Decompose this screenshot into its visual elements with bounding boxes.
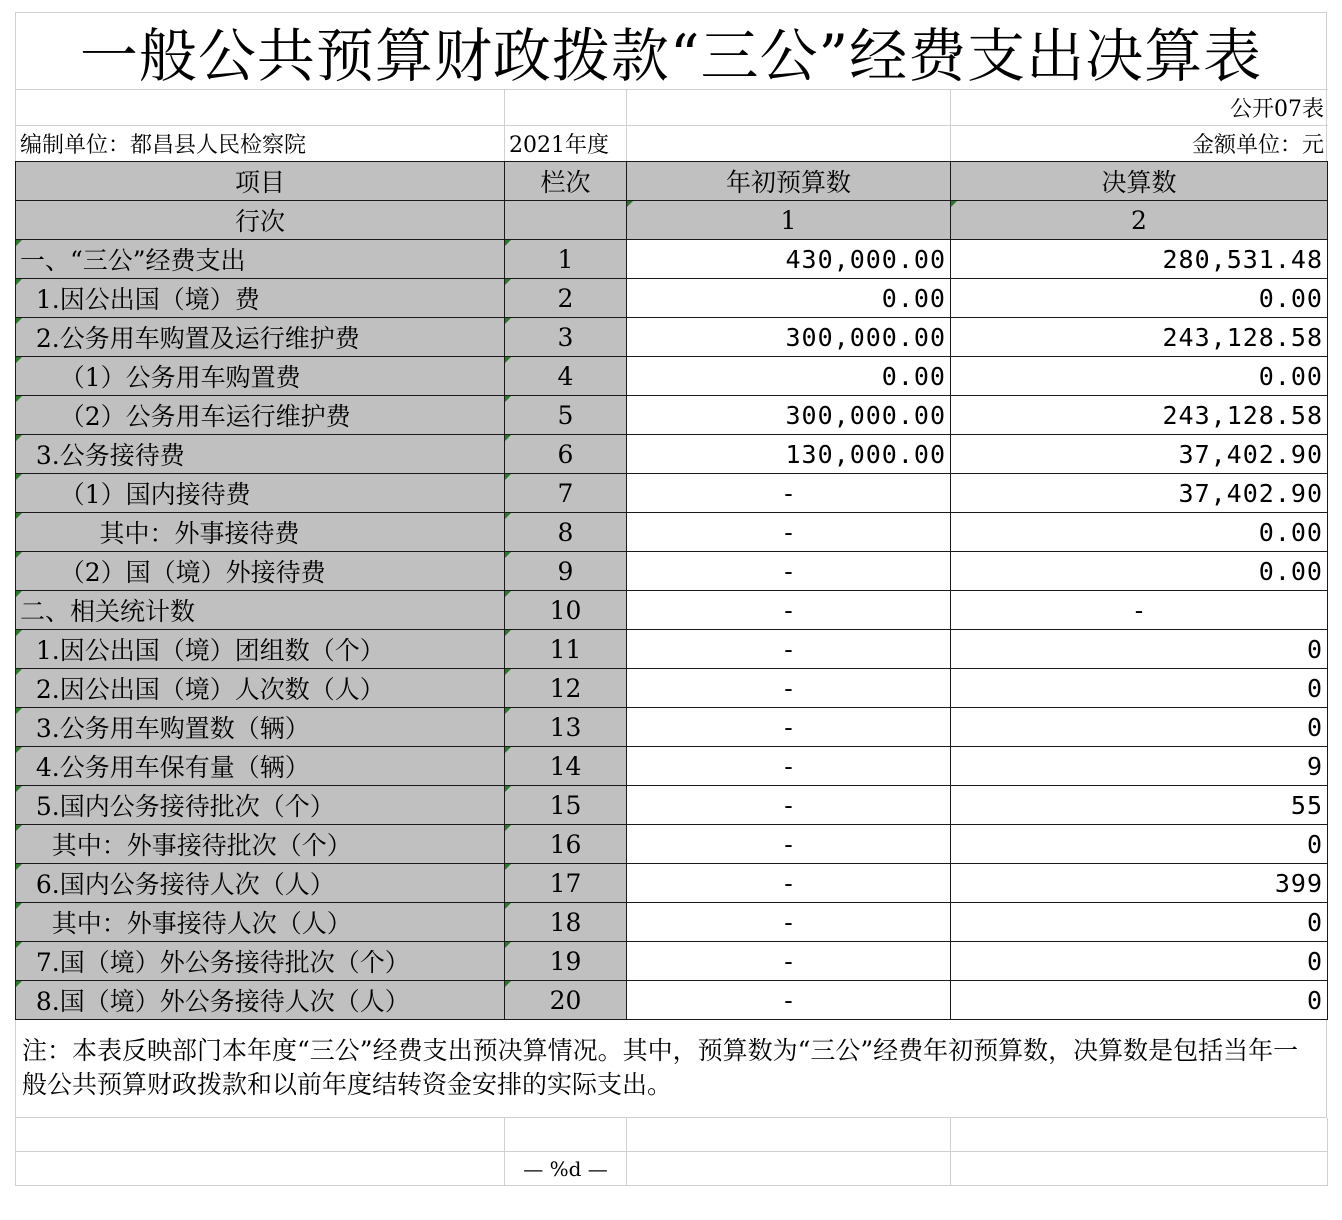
row-budget: -: [627, 864, 951, 903]
row-item: 2.公务用车购置及运行维护费: [16, 318, 505, 357]
row-final: 0: [951, 669, 1328, 708]
table-row: [16, 786, 1328, 825]
table-row: [16, 591, 1328, 630]
row-item: 5.国内公务接待批次（个）: [16, 786, 505, 825]
row-final: 399: [951, 864, 1328, 903]
table-row: [16, 318, 1328, 357]
page-title: 一般公共预算财政拨款“三公”经费支出决算表: [15, 12, 1327, 89]
row-number: 2: [505, 279, 627, 318]
row-number: 10: [505, 591, 627, 630]
table-note: 注：本表反映部门本年度“三公”经费支出预决算情况。其中，预算数为“三公”经费年初预算数，决算数是包括当年一般公共预算财政拨款和以前年度结转资金安排的实际支出。: [15, 1020, 1327, 1118]
row-final: 0: [951, 630, 1328, 669]
row-final: 0.00: [951, 552, 1328, 591]
row-number: 1: [505, 240, 627, 279]
row-number: 8: [505, 513, 627, 552]
row-final: 0.00: [951, 513, 1328, 552]
row-budget: -: [627, 552, 951, 591]
row-final: 9: [951, 747, 1328, 786]
row-final: 243,128.58: [951, 318, 1328, 357]
row-budget: 0.00: [627, 357, 951, 396]
data-table: [15, 161, 1328, 1020]
row-final: 0.00: [951, 357, 1328, 396]
row-budget: 300,000.00: [627, 318, 951, 357]
table-row: [16, 669, 1328, 708]
table-row: [16, 708, 1328, 747]
row-number: 18: [505, 903, 627, 942]
table-row: [16, 630, 1328, 669]
table-row: [16, 942, 1328, 981]
row-item: 7.国（境）外公务接待批次（个）: [16, 942, 505, 981]
subheader-row: [16, 201, 1328, 240]
row-item: （2）国（境）外接待费: [16, 552, 505, 591]
table-row: [16, 825, 1328, 864]
footer-row-1: [15, 1118, 1327, 1152]
table-row: [16, 474, 1328, 513]
subheader-final: 2: [951, 201, 1328, 240]
row-item: 1.因公出国（境）团组数（个）: [16, 630, 505, 669]
table-row: [16, 240, 1328, 279]
row-item: 二、相关统计数: [16, 591, 505, 630]
table-row: [16, 747, 1328, 786]
header-row: [16, 162, 1328, 201]
row-number: 12: [505, 669, 627, 708]
row-budget: -: [627, 942, 951, 981]
row-number: 9: [505, 552, 627, 591]
header-final: 决算数: [951, 162, 1328, 201]
table-row: [16, 864, 1328, 903]
row-number: 11: [505, 630, 627, 669]
row-number: 3: [505, 318, 627, 357]
amount-unit: 金额单位：元: [951, 125, 1328, 161]
row-item: 2.因公出国（境）人次数（人）: [16, 669, 505, 708]
table-row: [16, 357, 1328, 396]
row-budget: -: [627, 903, 951, 942]
subheader-col: [505, 201, 627, 240]
row-final: 280,531.48: [951, 240, 1328, 279]
row-budget: 430,000.00: [627, 240, 951, 279]
row-budget: -: [627, 513, 951, 552]
row-item: 3.公务接待费: [16, 435, 505, 474]
row-number: 19: [505, 942, 627, 981]
row-final: 243,128.58: [951, 396, 1328, 435]
row-item: （1）国内接待费: [16, 474, 505, 513]
budget-sheet: [15, 12, 1327, 1186]
row-budget: 130,000.00: [627, 435, 951, 474]
row-final: 55: [951, 786, 1328, 825]
table-row: [16, 396, 1328, 435]
row-final: 0: [951, 903, 1328, 942]
row-item: 8.国（境）外公务接待人次（人）: [16, 981, 505, 1020]
row-final: 0: [951, 942, 1328, 981]
row-number: 7: [505, 474, 627, 513]
table-row: [16, 903, 1328, 942]
row-item: 其中：外事接待人次（人）: [16, 903, 505, 942]
row-final: 0: [951, 825, 1328, 864]
row-budget: -: [627, 669, 951, 708]
row-budget: -: [627, 825, 951, 864]
row-final: 0: [951, 708, 1328, 747]
year-label: 2021年度: [505, 125, 627, 161]
row-budget: -: [627, 630, 951, 669]
row-budget: 0.00: [627, 279, 951, 318]
unit-label: 编制单位：都昌县人民检察院: [16, 125, 505, 161]
table-row: [16, 981, 1328, 1020]
row-number: 13: [505, 708, 627, 747]
row-budget: -: [627, 474, 951, 513]
row-final: 0: [951, 981, 1328, 1020]
row-budget: -: [627, 708, 951, 747]
row-number: 17: [505, 864, 627, 903]
row-number: 16: [505, 825, 627, 864]
row-item: （1）公务用车购置费: [16, 357, 505, 396]
row-number: 20: [505, 981, 627, 1020]
row-item: 一、“三公”经费支出: [16, 240, 505, 279]
table-row: [16, 435, 1328, 474]
row-final: 0.00: [951, 279, 1328, 318]
footer-row-2: [15, 1152, 1327, 1186]
row-item: （2）公务用车运行维护费: [16, 396, 505, 435]
header-item: 项目: [16, 162, 505, 201]
row-item: 4.公务用车保有量（辆）: [16, 747, 505, 786]
meta-row-code: [16, 89, 1326, 125]
row-item: 其中：外事接待批次（个）: [16, 825, 505, 864]
table-row: [16, 552, 1328, 591]
table-code: 公开07表: [951, 89, 1328, 125]
table-row: [16, 279, 1328, 318]
subheader-item: 行次: [16, 201, 505, 240]
row-number: 15: [505, 786, 627, 825]
row-budget: -: [627, 747, 951, 786]
row-final: 37,402.90: [951, 474, 1328, 513]
row-budget: -: [627, 981, 951, 1020]
row-item: 1.因公出国（境）费: [16, 279, 505, 318]
row-number: 14: [505, 747, 627, 786]
header-budget: 年初预算数: [627, 162, 951, 201]
page-number: — %d —: [505, 1152, 627, 1186]
row-number: 5: [505, 396, 627, 435]
row-budget: -: [627, 786, 951, 825]
row-budget: 300,000.00: [627, 396, 951, 435]
row-final: -: [951, 591, 1328, 630]
row-item: 其中：外事接待费: [16, 513, 505, 552]
row-number: 4: [505, 357, 627, 396]
row-number: 6: [505, 435, 627, 474]
row-final: 37,402.90: [951, 435, 1328, 474]
meta-block: [15, 89, 1327, 161]
row-item: 6.国内公务接待人次（人）: [16, 864, 505, 903]
table-row: [16, 513, 1328, 552]
subheader-budget: 1: [627, 201, 951, 240]
meta-row-unit: [16, 125, 1326, 161]
row-budget: -: [627, 591, 951, 630]
row-item: 3.公务用车购置数（辆）: [16, 708, 505, 747]
header-col: 栏次: [505, 162, 627, 201]
